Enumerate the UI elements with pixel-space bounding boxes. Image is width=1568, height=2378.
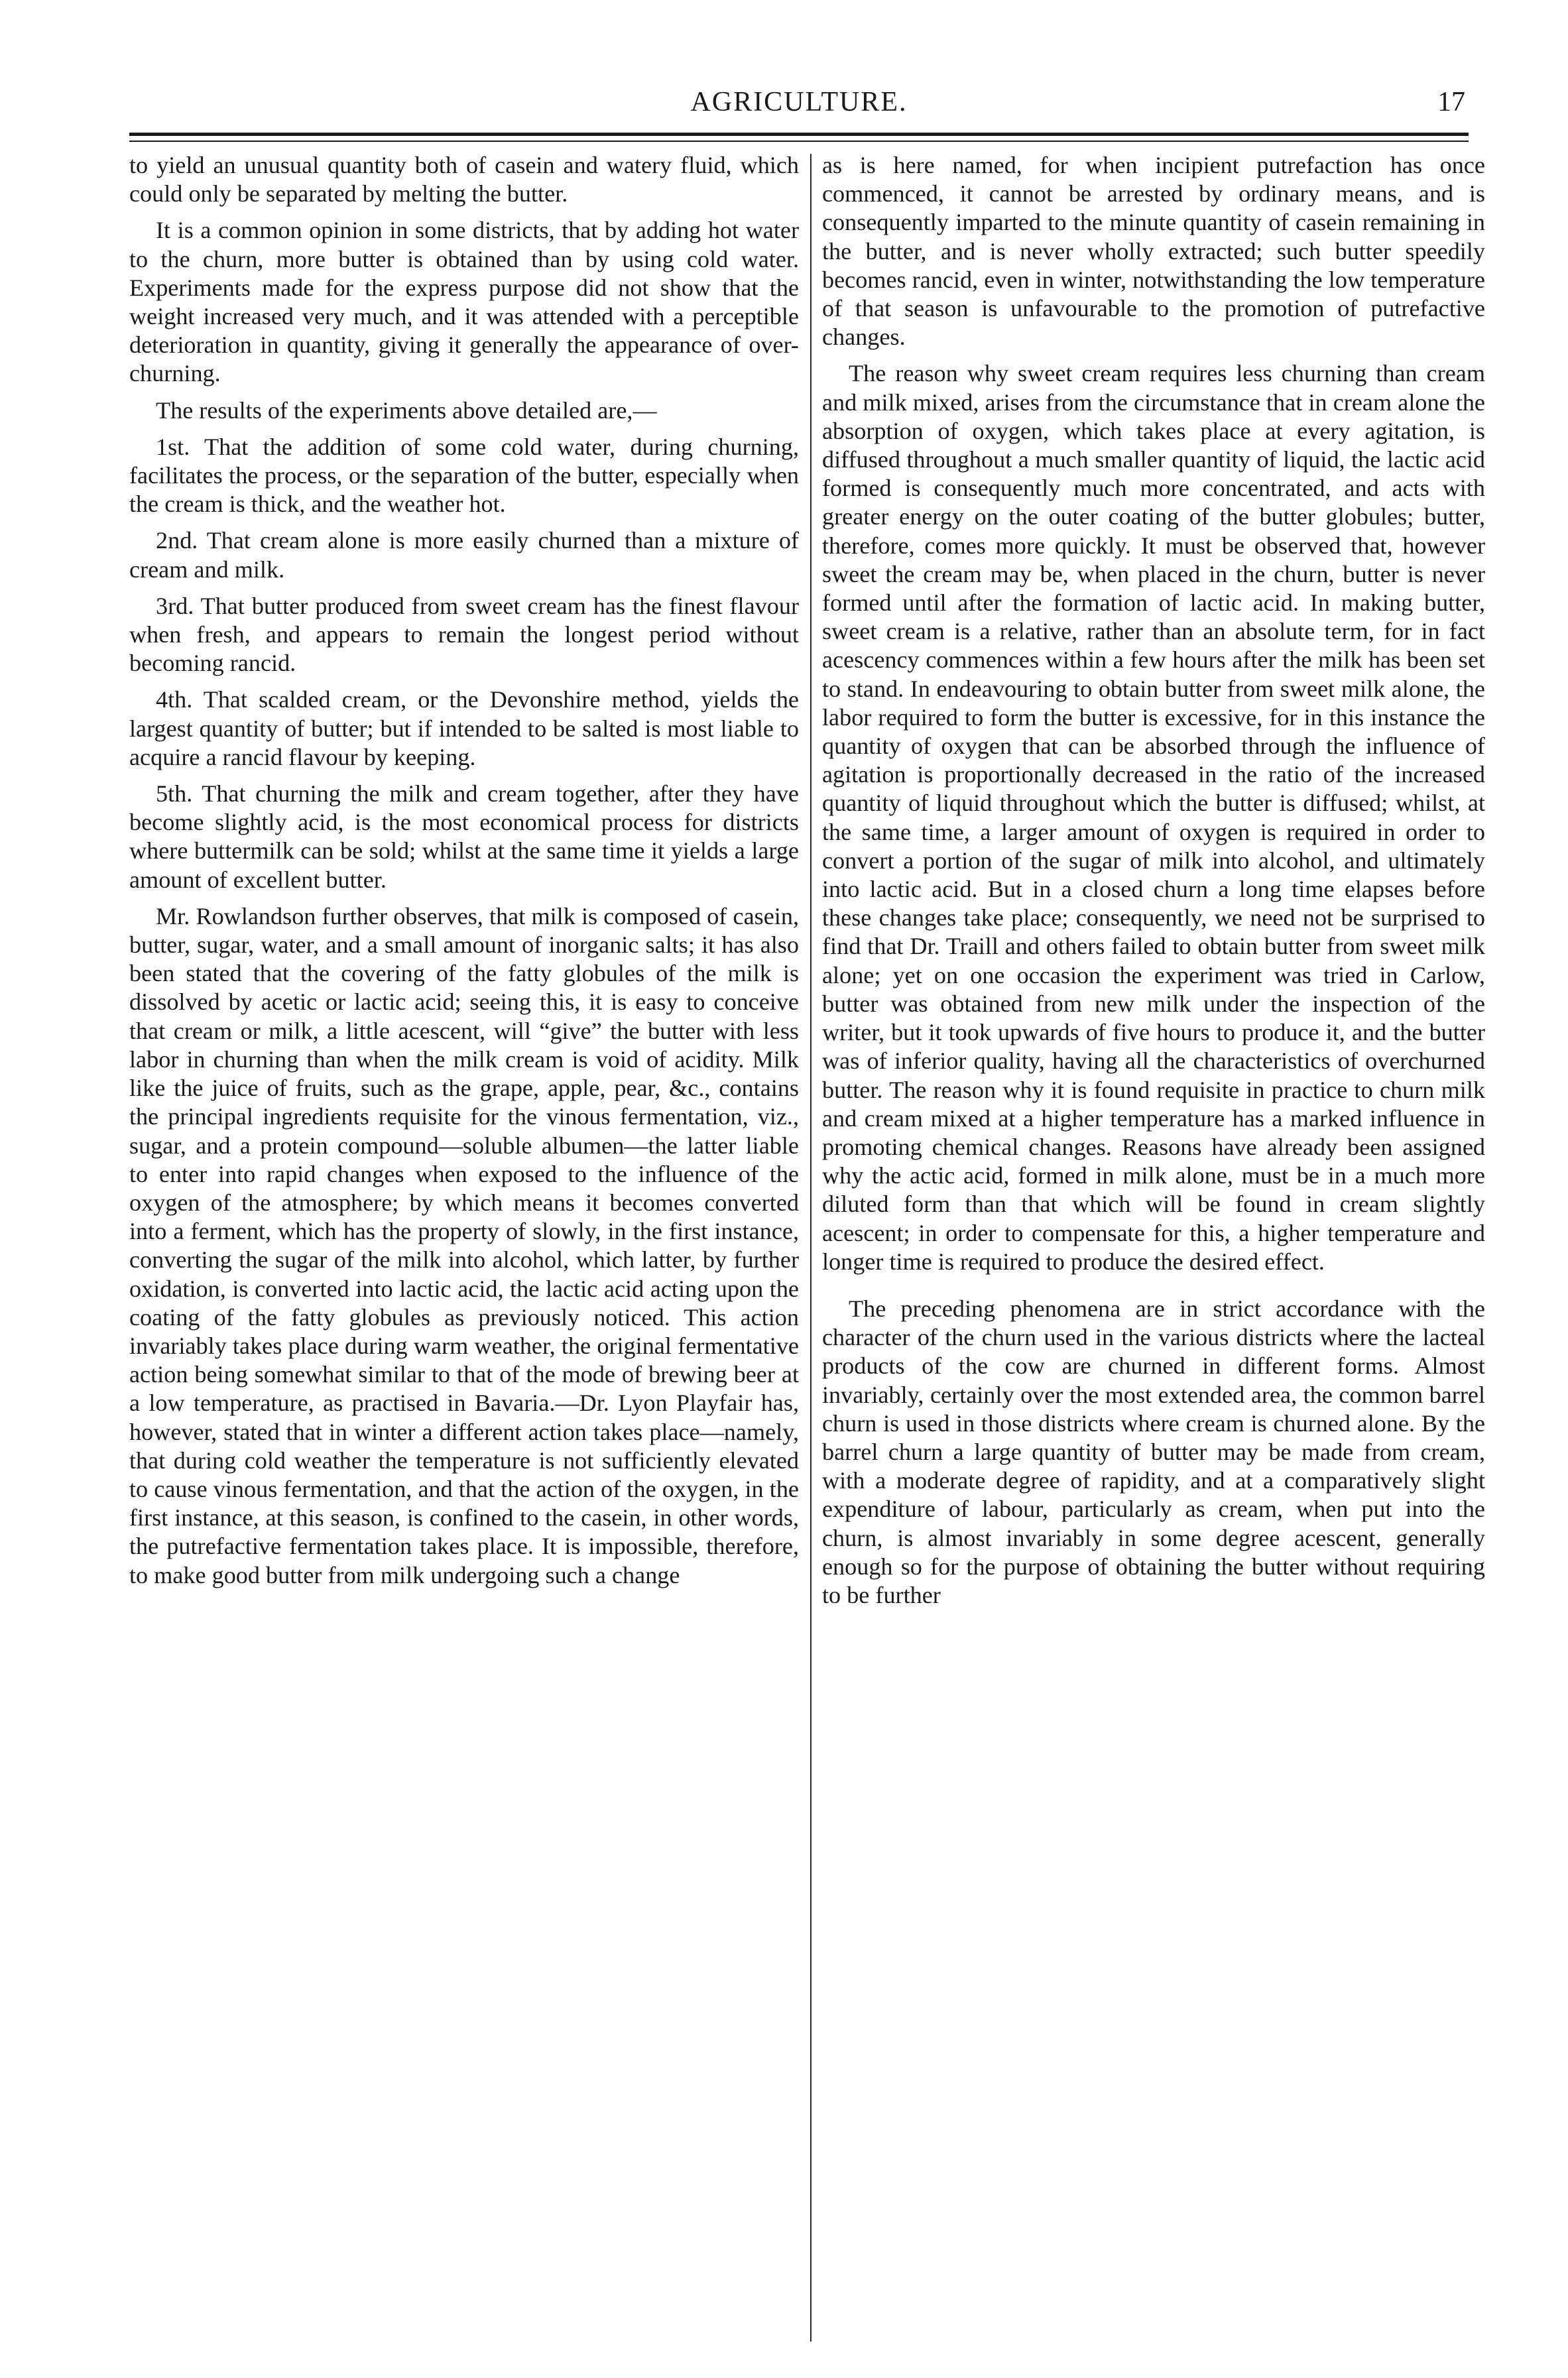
list-item: 1st. That the addition of some cold water, during churning, facilitates the process, or the separation of the butter, especially when the cream is thick, and the weather hot. (129, 433, 799, 518)
list-item: 3rd. That butter produced from sweet cream has the finest flavour when fresh, and appears to remain the longest period without becoming rancid. (129, 592, 799, 677)
header-rule-thick (129, 133, 1469, 136)
running-title: AGRICULTURE. (690, 87, 908, 117)
list-item: 2nd. That cream alone is more easily churned than a mixture of cream and milk. (129, 527, 799, 583)
paragraph: It is a common opinion in some districts, that by adding hot water to the churn, more butter is obtained than by using cold water. Experiments made for the express purpose did not show that the weight increased very much, and it was attended with a perceptible deterioration in quantity, giving it generally the appearance of over-churning. (129, 217, 799, 387)
list-item: 4th. That scalded cream, or the Devonshire method, yields the largest quantity of butter; but if intended to be salted is most liable to acquire a rancid flavour by keeping. (129, 686, 799, 770)
paragraph: Mr. Rowlandson further observes, that milk is composed of casein, butter, sugar, water, and a small amount of inorganic salts; it has also been stated that the covering of the fatty globules of the milk is dissolved by acetic or lactic acid; seeing this, it is easy to conceive that cream or milk, a little acescent, will “give” the butter with less labor in churning than when the milk cream is void of acidity. Milk like the juice of fruits, such as the grape, apple, pear, &c., contains the principal ingredients requisite for the vinous fermentation, viz., sugar, and a protein compound—soluble albumen—the latter liable to enter into rapid changes when exposed to the influence of the oxygen of the atmosphere; by which means it becomes converted into a ferment, which has the property of slowly, in the first instance, converting the sugar of the milk into alcohol, which latter, by further oxidation, is converted into lactic acid, the lactic acid acting upon the coating of the fatty globules as previously noticed. This action invariably takes place during warm weather, the original fermentative action being somewhat similar to that of the mode of brewing beer at a low temperature, as practised in Bavaria.—Dr. Lyon Playfair has, however, stated that in winter a different action takes place—namely, that during cold weather the temperature is not sufficiently elevated to cause vinous fermentation, and that the action of the oxygen, in the first instance, at this season, is confined to the casein, in other words, the putrefactive fermentation takes place. It is impossible, therefore, to make good butter from milk undergoing such a change (129, 902, 799, 1588)
paragraph: to yield an unusual quantity both of casein and watery fluid, which could only be separated by melting the butter. (129, 152, 799, 208)
paragraph: as is here named, for when incipient putrefaction has once commenced, it cannot be arrested by ordinary means, and is consequently imparted to the minute quantity of casein remaining in the butter, and is never wholly extracted; such butter speedily becomes rancid, even in winter, notwithstanding the low temperature of that season is unfavourable to the promotion of putrefactive changes. (822, 152, 1485, 351)
paragraph: The reason why sweet cream requires less churning than cream and milk mixed, arises from the circumstance that in cream alone the absorption of oxygen, which takes place at every agitation, is diffused throughout a much smaller quantity of liquid, the lactic acid formed is consequently much more concentrated, and acts with greater energy on the outer coating of the butter globules; butter, therefore, comes more quickly. It must be observed that, however sweet the cream may be, when placed in the churn, butter is never formed until after the formation of lactic acid. In making butter, sweet cream is a relative, rather than an absolute term, for in fact acescency commences within a few hours after the milk has been set to stand. In endeavouring to obtain butter from sweet milk alone, the labor required to form the butter is excessive, for in this instance the quantity of oxygen that can be absorbed through the influence of agitation is proportionally decreased in the ratio of the increased quantity of liquid throughout which the butter is diffused; whilst, at the same time, a larger amount of oxygen is required in order to convert a portion of the sugar of milk into alcohol, and ultimately into lactic acid. But in a closed churn a long time elapses before these changes take place; consequently, we need not be surprised to find that Dr. Traill and others failed to obtain butter from sweet milk alone; yet on one occasion the experiment was tried in Carlow, butter was obtained from new milk under the inspection of the writer, but it took upwards of five hours to produce it, and the butter was of inferior quality, having all the characteristics of overchurned butter. The reason why it is found requisite in practice to churn milk and cream mixed at a higher temperature has a marked influence in promoting chemical changes. Reasons have already been assigned why the actic acid, formed in milk alone, must be in a much more diluted form than that which will be found in cream slightly acescent; in order to compensate for this, a higher temperature and longer time is required to produce the desired effect. (822, 360, 1485, 1275)
left-column (129, 151, 799, 1598)
running-head (126, 86, 1472, 126)
paragraph: The results of the experiments above detailed are,— (156, 396, 657, 424)
right-column (822, 151, 1485, 1618)
header-rule-thin (129, 141, 1469, 142)
column-divider (810, 154, 812, 2342)
paragraph: The preceding phenomena are in strict accordance with the character of the churn used in the various districts where the lacteal products of the cow are churned in different forms. Almost invariably, certainly over the most extended area, the common barrel churn is used in those districts where cream is churned alone. By the barrel churn a large quantity of butter may be made from cream, with a moderate degree of rapidity, and at a comparatively slight expenditure of labour, particularly as cream, when put into the churn, is almost invariably in some degree acescent, generally enough so for the purpose of obtaining the butter without requiring to be further (822, 1295, 1485, 1608)
page-number: 17 (1437, 87, 1465, 117)
list-item: 5th. That churning the milk and cream together, after they have become slightly acid, is the most economical process for districts where buttermilk can be sold; whilst at the same time it yields a large amount of excellent butter. (129, 780, 799, 893)
